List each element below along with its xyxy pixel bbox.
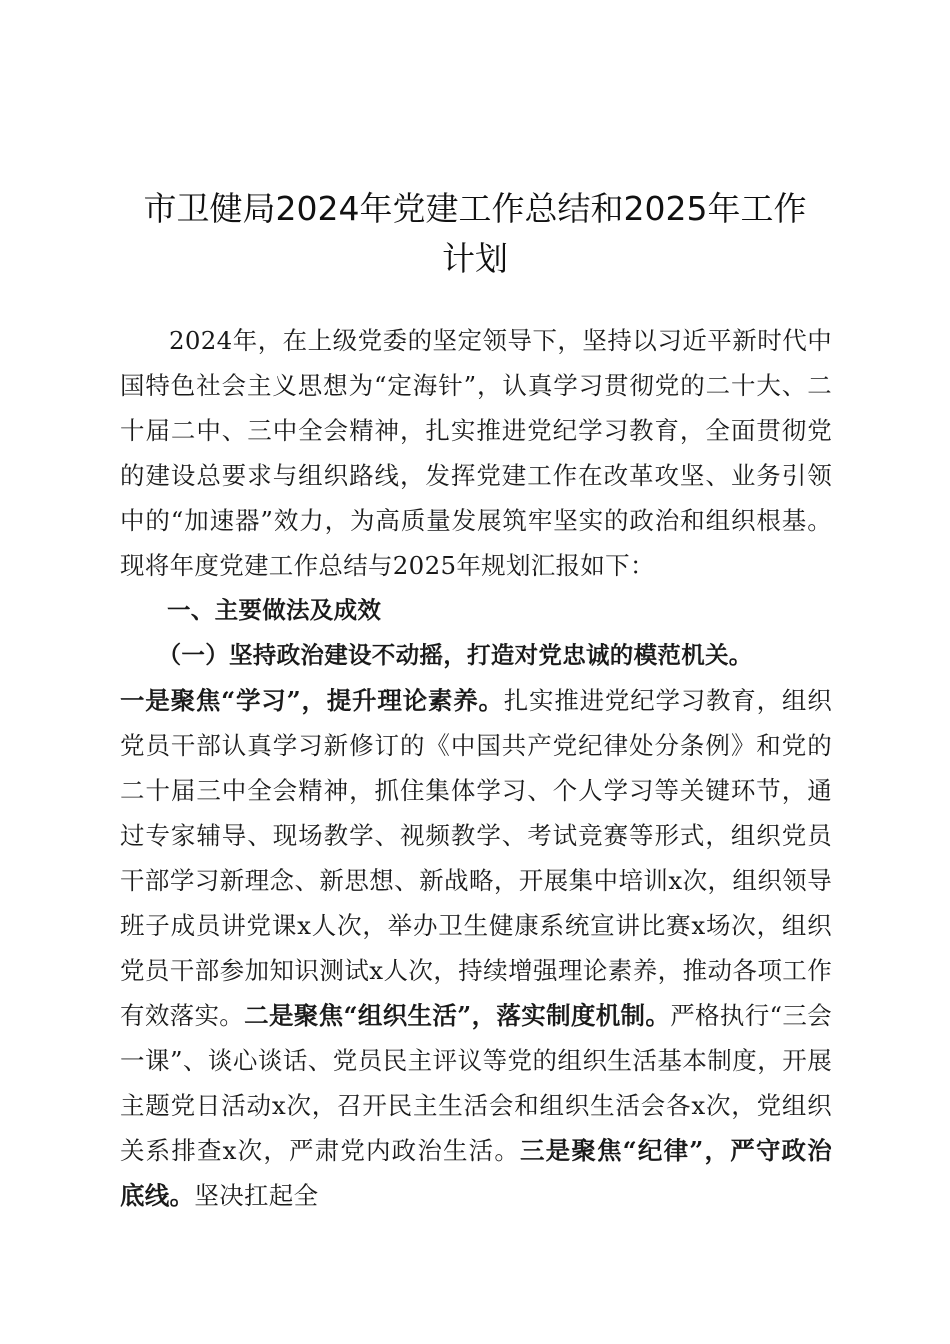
point-3-text: 坚决扛起全: [194, 1181, 319, 1210]
intro-paragraph: 2024年，在上级党委的坚定领导下，坚持以习近平新时代中国特色社会主义思想为“定海针”，认真学习贯彻党的二十大、二十届二中、三中全会精神，扎实推进党纪学习教育，全面贯彻党的建设总要求与组织路线，发挥党建工作在改革攻坚、业务引领中的“加速器”效力，为高质量发展筑牢坚实的政治和组织根基。现将年度党建工作总结与2025年规划汇报如下：: [120, 326, 832, 580]
point-1-lead: 一是聚焦“学习”，提升理论素养。: [120, 686, 504, 715]
point-3-lead: 三是聚焦“纪律”，严守政治底线。: [120, 1136, 832, 1210]
subsection-heading: （一）坚持政治建设不动摇，打造对党忠诚的模范机关。: [157, 641, 753, 669]
point-2-lead: 二是聚焦“组织生活”，落实制度机制。: [244, 1001, 671, 1030]
title-line-2: 计划: [442, 239, 508, 278]
document-title: [60, 184, 890, 284]
point-1-text: 扎实推进党纪学习教育，组织党员干部认真学习新修订的《中国共产党纪律处分条例》和党的二十届三中全会精神，抓住集体学习、个人学习等关键环节，通过专家辅导、现场教学、视频教学、考试竞赛等形式，组织党员干部学习新理念、新思想、新战略，开展集中培训x次，组织领导班子成员讲党课x人次，举办卫生健康系统宣讲比赛x场次，组织党员干部参加知识测试x人次，持续增强理论素养，推动各项工作有效落实。: [120, 686, 832, 1030]
point-2-text: 严格执行“三会一课”、谈心谈话、党员民主评议等党的组织生活基本制度，开展主题党日活动x次，召开民主生活会和组织生活会各x次，党组织关系排查x次，严肃党内政治生活。: [120, 1001, 833, 1165]
section-content-paragraph: [120, 678, 832, 1218]
title-line-1: 市卫健局2024年党建工作总结和2025年工作: [143, 189, 807, 228]
document-body: [120, 318, 832, 1218]
section-heading: 一、主要做法及成效: [167, 596, 382, 624]
